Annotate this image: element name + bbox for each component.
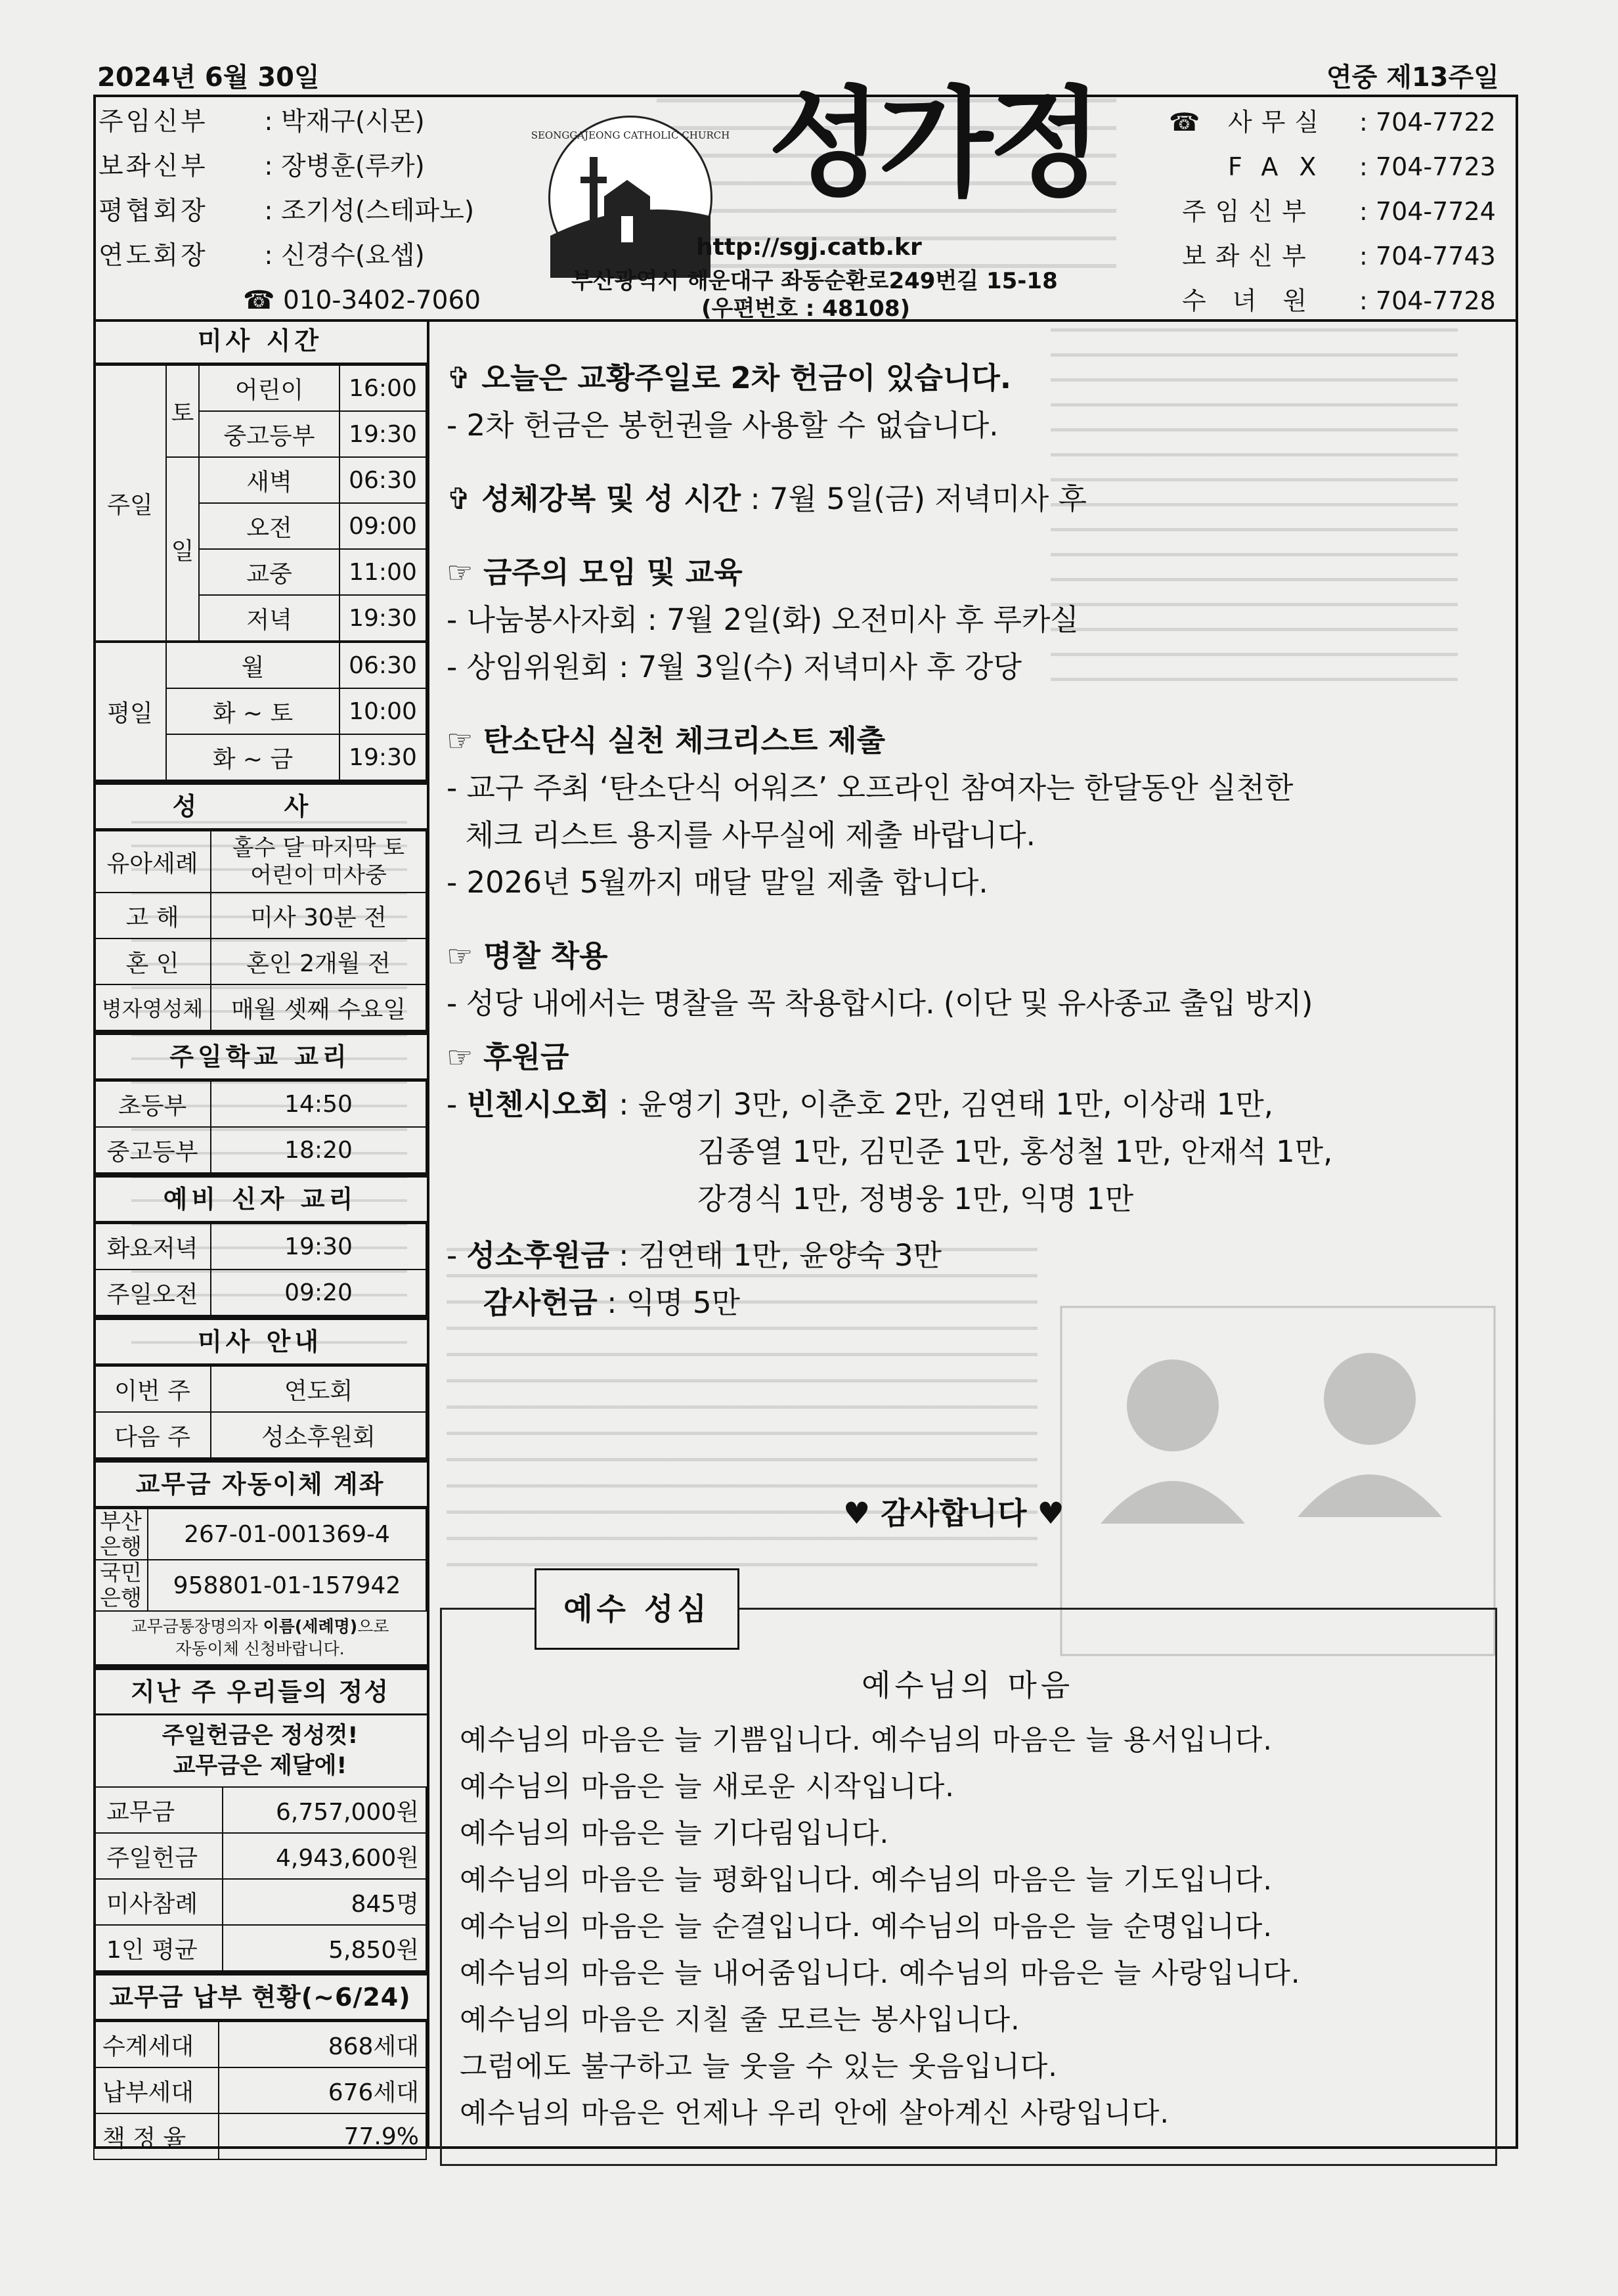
class-name: 초등부 [94,1081,211,1127]
transfer-note-text: 으로 [357,1617,389,1636]
transfer-note-text: 자동이체 신청바랍니다. [175,1639,345,1658]
table-row [94,984,426,1030]
notice-heading: 금주의 모임 및 교육 [483,555,743,590]
website-link[interactable]: http://sgj.catb.kr [696,234,922,261]
dues-value: 676세대 [219,2067,426,2113]
mass-name: 화 ~ 토 [166,688,339,734]
account-number: 267-01-001369-4 [148,1509,426,1560]
mass-name: 새벽 [199,457,339,503]
notice-4 [447,717,1497,764]
contact-row: ☎ 사무실 : 704-7722 [1182,100,1496,144]
table-row [94,1412,426,1458]
table-row [94,2113,426,2159]
sacrament-name: 혼 인 [94,938,211,984]
donation-line: : 윤영기 3만, 이춘호 2만, 김연태 1만, 이상래 1만, [609,1087,1274,1122]
poem-line: 예수님의 마음은 늘 순결입니다. 예수님의 마음은 늘 순명입니다. [460,1910,1273,1943]
auto-transfer-title: 교무금 자동이체 계좌 [93,1459,427,1508]
sacraments-table [93,830,427,1031]
poem-line: 예수님의 마음은 언제나 우리 안에 살아계신 사랑입니다. [460,2097,1170,2130]
mass-time: 09:00 [339,503,426,549]
sacrament-name: 고 해 [94,893,211,938]
clergy-row: 주임신부 : 박재구(시몬) [98,100,481,144]
contact-row: FAX : 704-7723 [1182,144,1496,189]
mass-name: 화 ~ 금 [166,734,339,780]
poem-title: 예수님의 마음 [862,1667,1074,1703]
pointing-hand-icon: ☞ [447,1040,484,1074]
transfer-note [93,1612,427,1666]
sacrament-detail: 홀수 달 마지막 토 어린이 미사중 [211,831,426,893]
table-row [94,1127,426,1173]
clergy-list [98,100,481,323]
offering-value: 4,943,600원 [223,1833,426,1879]
sacrament-detail: 미사 30분 전 [211,893,426,938]
clergy-name: 신경수(요셉) [280,241,425,271]
offering-value: 6,757,000원 [223,1787,426,1833]
sacrament-name: 병자영성체 [94,984,211,1030]
class-time: 19:30 [211,1224,426,1269]
notice-6 [447,1034,1497,1081]
notice-heading: 성체강복 및 성 시간 [481,481,741,516]
notice-line: - 2차 헌금은 봉헌권을 사용할 수 없습니다. [447,408,999,443]
bulletin-title: 성가정 [768,76,1099,213]
sunday-label: 주일 [94,365,166,642]
mass-name: 오전 [199,503,339,549]
class-name: 중고등부 [94,1127,211,1173]
mass-time: 19:30 [339,595,426,642]
assigned-group: 성소후원회 [211,1412,426,1458]
offering-label: 1인 평균 [94,1925,223,1971]
table-row [94,1081,426,1127]
donation-vocation: - 성소후원금 : 김연태 1만, 윤양숙 3만 [447,1238,942,1273]
table-row [94,1509,426,1560]
table-row [94,938,426,984]
mass-name: 어린이 [199,365,339,411]
table-row [94,1787,426,1833]
donation-line: : 김연태 1만, 윤양숙 3만 [609,1238,942,1273]
slogan-line: 주일헌금은 정성껏! [162,1723,359,1749]
donation-thanks-offering [447,1279,1497,1327]
sacrament-name: 유아세례 [94,831,211,893]
donation-line: : 익명 5만 [597,1285,741,1320]
dues-label: 책 정 율 [94,2113,219,2159]
transfer-note-bold: 이름(세례명) [263,1617,358,1636]
table-row [94,831,426,893]
contact-row: 주임신부 : 704-7724 [1182,189,1496,234]
notice-detail: : 7월 5일(금) 저녁미사 후 [741,481,1087,516]
mass-name: 중고등부 [199,411,339,457]
show-through-photos [1061,1307,1495,1655]
liturgical-week: 연중 제13주일 [1326,62,1499,93]
mass-time: 06:30 [339,642,426,688]
dues-value: 77.9% [219,2113,426,2159]
dues-status-title: 교무금 납부 현황(~6/24) [93,1972,427,2021]
dues-label: 납부세대 [94,2067,219,2113]
table-row [94,2067,426,2113]
mass-name: 교중 [199,549,339,595]
table-row [94,1269,426,1315]
contact-label: 사무실 [1228,108,1328,137]
clergy-row: 연도회장 : 신경수(요셉) [98,234,481,278]
class-time: 18:20 [211,1127,426,1173]
bulletin-date: 2024년 6월 30일 [97,62,320,93]
mass-time: 19:30 [339,411,426,457]
notice-1 [447,355,1497,402]
table-row [94,2021,426,2067]
clergy-label: 주임신부 [98,107,208,137]
mass-times-table [93,364,427,781]
poem-line: 예수님의 마음은 늘 평화입니다. 예수님의 마음은 늘 기도입니다. [460,1864,1273,1897]
clergy-label: 연도회장 [98,241,208,271]
mass-time: 16:00 [339,365,426,411]
mass-guide-table [93,1365,427,1459]
table-row [94,642,426,688]
table-row [94,893,426,938]
church-logo-icon [531,118,730,278]
mass-time: 19:30 [339,734,426,780]
poem-line: 예수님의 마음은 늘 새로운 시작입니다. [460,1771,955,1803]
poem-line: 예수님의 마음은 지칠 줄 모르는 봉사입니다. [460,2004,1020,2037]
class-time: 09:20 [211,1269,426,1315]
poem-line: 그럼에도 불구하고 늘 웃을 수 있는 웃음입니다. [460,2050,1058,2083]
sacred-heart-label: 예수 성심 [535,1568,739,1650]
dues-label: 수계세대 [94,2021,219,2067]
donation-vincent: - 빈첸시오회 : 윤영기 3만, 이춘호 2만, 김연태 1만, 이상래 1만, [447,1087,1274,1122]
offering-title: 지난 주 우리들의 정성 [93,1666,427,1715]
offering-label: 교무금 [94,1787,223,1833]
contact-number: 704-7724 [1375,197,1496,226]
account-number: 958801-01-157942 [148,1560,426,1611]
donation-line: 강경식 1만, 정병웅 1만, 익명 1만 [697,1181,1134,1216]
cross-icon: ✞ [447,361,482,395]
notice-line: - 교구 주최 ‘탄소단식 어워즈’ 오프라인 참여자는 한달동안 실천한 [447,770,1294,805]
notice-heading: 탄소단식 실천 체크리스트 제출 [483,723,886,758]
auto-transfer-table [93,1508,427,1612]
mass-name: 저녁 [199,595,339,642]
postal-code: (우편번호 : 48108) [701,296,911,322]
clergy-name: 박재구(시몬) [280,107,425,137]
offering-value: 5,850원 [223,1925,426,1971]
week-label: 이번 주 [94,1366,211,1412]
week-label: 다음 주 [94,1412,211,1458]
phone-row [98,278,481,323]
saturday-label: 토 [166,365,199,457]
table-row [94,1224,426,1269]
pointing-hand-icon: ☞ [447,555,484,590]
notice-heading: 후원금 [483,1040,569,1074]
donation-group: 빈첸시오회 [466,1087,609,1122]
class-name: 주일오전 [94,1269,211,1315]
church-logo [531,116,730,280]
notice-5 [447,933,1497,980]
bank-name: 부산은행 [94,1509,148,1560]
contact-number: 704-7722 [1375,108,1496,137]
notice-line: - 나눔봉사자회 : 7월 2일(화) 오전미사 후 루카실 [447,602,1079,637]
contact-label: 주임신부 [1182,197,1315,226]
contact-number: 704-7723 [1375,152,1496,181]
sacrament-detail: 매월 셋째 수요일 [211,984,426,1030]
catechumen-title: 예비 신자 교리 [93,1174,427,1223]
cross-icon: ✞ [447,481,482,516]
contact-row: 보좌신부 : 704-7743 [1182,234,1496,278]
mass-time: 11:00 [339,549,426,595]
pointing-hand-icon: ☞ [447,938,484,973]
donation-group: 성소후원금 [466,1238,609,1273]
contact-number: 704-7743 [1375,242,1496,271]
notice-heading: 명찰 착용 [483,938,608,973]
table-row [94,1833,426,1879]
left-info-column [93,319,429,2152]
poem-line: 예수님의 마음은 늘 기다림입니다. [460,1817,890,1850]
clergy-name: 장병훈(루카) [280,152,425,181]
thanks-message: ♥ 감사합니다 ♥ [843,1495,1064,1531]
phone-number: 010-3402-7060 [282,286,481,315]
poem-line: 예수님의 마음은 늘 내어줌입니다. 예수님의 마음은 늘 사랑입니다. [460,1957,1301,1990]
mass-name: 월 [166,642,339,688]
table-row [94,1560,426,1611]
sunday-school-table [93,1080,427,1174]
contact-label: FAX [1228,152,1338,181]
table-row [94,1879,426,1925]
mass-times-title: 미사 시간 [93,319,427,364]
phone-icon: ☎ [1169,108,1200,137]
notice-2 [447,475,1497,523]
assigned-group: 연도회 [211,1366,426,1412]
offering-table [93,1786,427,1972]
poem-body [460,1717,1301,2137]
catechumen-table [93,1223,427,1316]
mass-guide-title: 미사 안내 [93,1316,427,1365]
pointing-hand-icon: ☞ [447,723,484,758]
table-row [94,1366,426,1412]
clergy-label: 보좌신부 [98,152,208,181]
sacraments-title: 성 사 [93,781,427,830]
notice-line: 체크 리스트 용지를 사무실에 제출 바랍니다. [447,818,1036,852]
mass-time: 06:30 [339,457,426,503]
offering-label: 주일헌금 [94,1833,223,1879]
weekday-label: 평일 [94,642,166,780]
clergy-label: 평협회장 [98,196,208,226]
clergy-row: 평협회장 : 조기성(스테파노) [98,189,481,234]
contact-label: 보좌신부 [1182,242,1315,271]
offering-label: 미사참례 [94,1879,223,1925]
bank-name: 국민은행 [94,1560,148,1611]
table-row [94,365,426,411]
phone-icon: ☎ [243,286,283,315]
notice-3 [447,549,1497,596]
poem-line: 예수님의 마음은 늘 기쁨입니다. 예수님의 마음은 늘 용서입니다. [460,1724,1273,1757]
svg-text:SEONGGAJEONG CATHOLIC CHURCH: SEONGGAJEONG CATHOLIC CHURCH [531,129,730,141]
sacrament-detail: 혼인 2개월 전 [211,938,426,984]
contact-list [1169,100,1496,323]
church-address: 부산광역시 해운대구 좌동순환로249번길 15-18 [571,268,1058,294]
donation-line: 김종열 1만, 김민준 1만, 홍성철 1만, 안재석 1만, [697,1134,1333,1169]
dues-value: 868세대 [219,2021,426,2067]
class-name: 화요저녁 [94,1224,211,1269]
table-row [94,1925,426,1971]
notice-heading: 오늘은 교황주일로 2차 헌금이 있습니다. [481,361,1011,395]
contact-row: 수녀원 : 704-7728 [1182,278,1496,323]
class-time: 14:50 [211,1081,426,1127]
notice-line: - 성당 내에서는 명찰을 꼭 착용합시다. (이단 및 유사종교 출입 방지) [447,986,1313,1021]
clergy-row: 보좌신부 : 장병훈(루카) [98,144,481,189]
announcements [447,355,1497,1327]
notice-line: - 상임위원회 : 7월 3일(수) 저녁미사 후 강당 [447,650,1022,684]
dues-status-table [93,2021,427,2160]
contact-number: 704-7728 [1375,286,1496,315]
contact-label: 수녀원 [1182,286,1334,315]
sunday-day-label: 일 [166,457,199,642]
sunday-school-title: 주일학교 교리 [93,1031,427,1080]
notice-line: - 2026년 5월까지 매달 말일 제출 합니다. [447,865,988,900]
mass-time: 10:00 [339,688,426,734]
offering-slogan [93,1715,427,1786]
offering-value: 845명 [223,1879,426,1925]
clergy-name: 조기성(스테파노) [280,196,475,226]
transfer-note-text: 교무금통장명의자 [131,1617,263,1636]
slogan-line: 교무금은 제달에! [173,1753,347,1779]
donation-group: 감사헌금 [483,1285,598,1320]
